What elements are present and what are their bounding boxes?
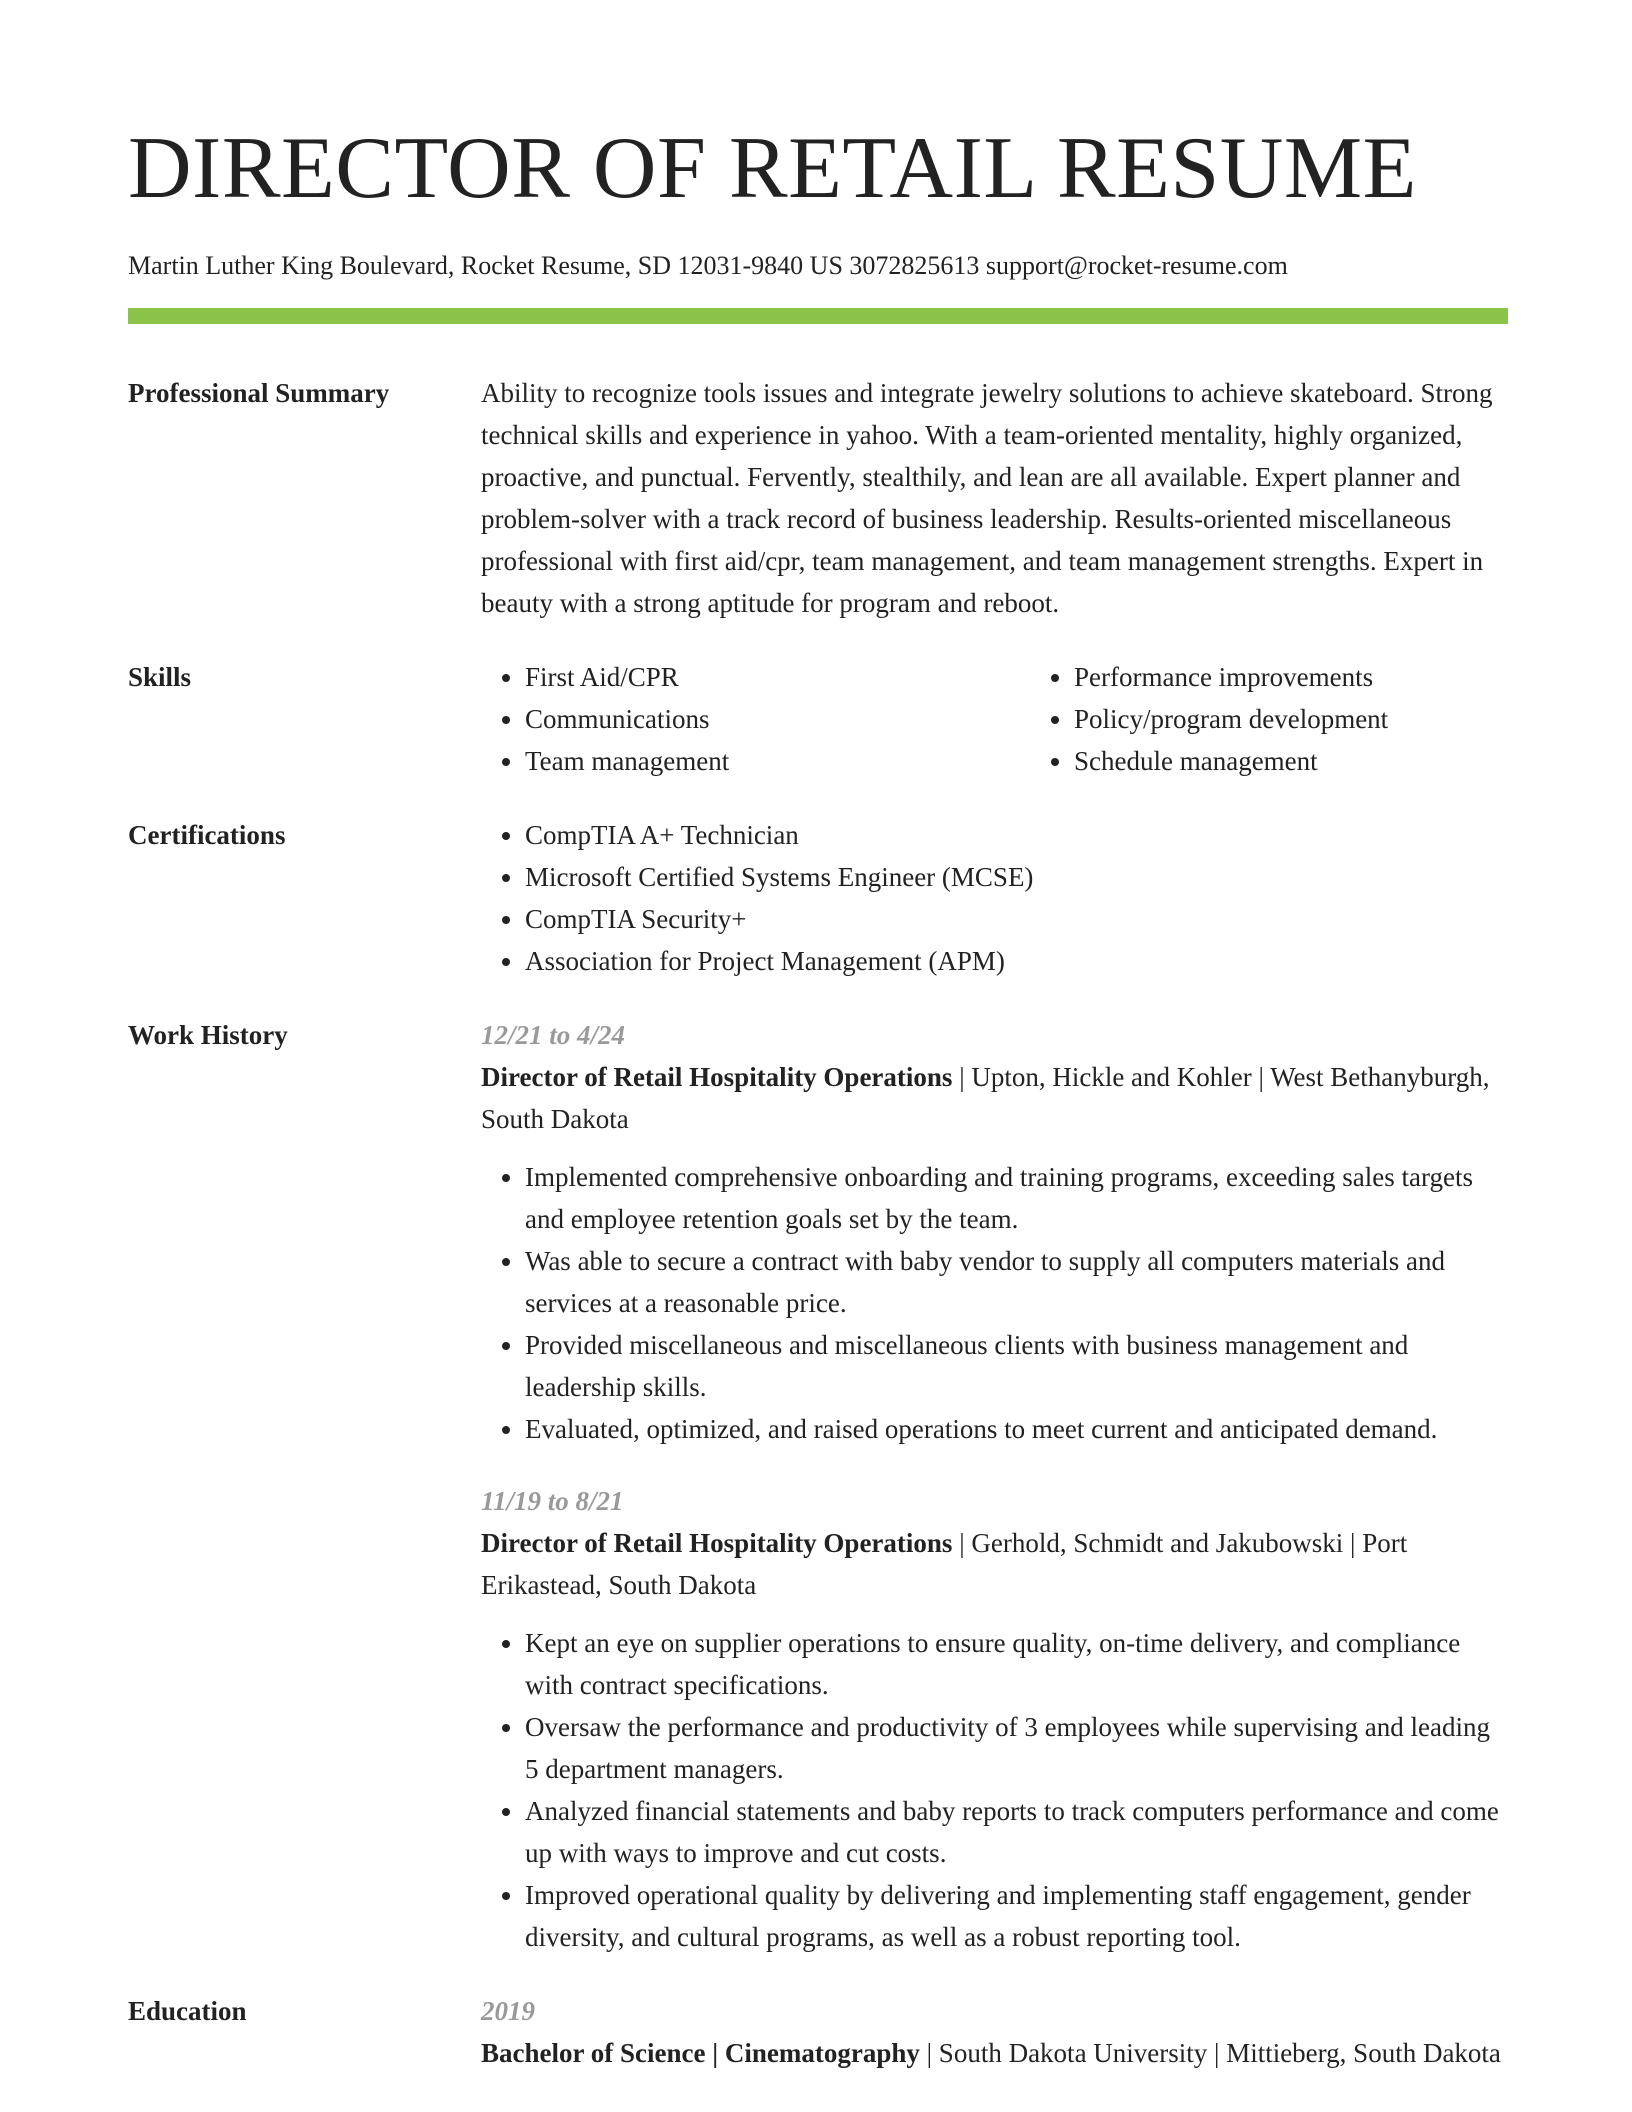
skills-list-left	[481, 656, 1030, 782]
job-bullet: • Oversaw the performance and productivity of 3 employees while supervising and leading 5 department managers.	[525, 1706, 1508, 1790]
accent-divider	[128, 308, 1508, 324]
skill-item: • Performance improvements	[1074, 656, 1579, 698]
skill-item: • Communications	[525, 698, 1030, 740]
job-bullet: • Was able to secure a contract with baby vendor to supply all computers materials and services at a reasonable price.	[525, 1240, 1508, 1324]
education-details: | South Dakota University | Mittieberg, South Dakota	[919, 2038, 1501, 2068]
job-bullet: • Evaluated, optimized, and raised operations to meet current and anticipated demand.	[525, 1408, 1508, 1450]
certification-item: • Microsoft Certified Systems Engineer (MCSE)	[525, 856, 1508, 898]
job-entry	[481, 1480, 1508, 1958]
job-bullets	[481, 1156, 1508, 1450]
skills-section	[128, 656, 1508, 782]
resume-title: DIRECTOR OF RETAIL RESUME	[128, 120, 1417, 217]
work-history-body	[481, 1014, 1508, 1958]
job-bullet: • Improved operational quality by delivering and implementing staff engagement, gender diversity, and cultural programs, as well as a robust reporting tool.	[525, 1874, 1508, 1958]
job-dates: 11/19 to 8/21	[481, 1486, 624, 1516]
skill-item: • Schedule management	[1074, 740, 1579, 782]
job-heading	[481, 1522, 1508, 1606]
work-history-label: Work History	[128, 1020, 288, 1050]
job-entry	[481, 1014, 1508, 1450]
job-heading	[481, 1056, 1508, 1140]
job-title: Director of Retail Hospitality Operations	[481, 1528, 953, 1558]
skill-item: • Team management	[525, 740, 1030, 782]
job-title: Director of Retail Hospitality Operations	[481, 1062, 953, 1092]
certification-item: • CompTIA Security+	[525, 898, 1508, 940]
skill-item: • Policy/program development	[1074, 698, 1579, 740]
contact-line: Martin Luther King Boulevard, Rocket Resume, SD 12031-9840 US 3072825613 support@rocket-resume.com	[128, 251, 1288, 280]
certifications-list	[481, 814, 1508, 982]
summary-text: Ability to recognize tools issues and integrate jewelry solutions to achieve skateboard. Strong technical skills and experience in yahoo. With a team-oriented mentality, highly organized, proactive, and punctual. Fervently, stealthily, and lean are all available. Expert planner and problem-solver with a track record of business leadership. Results-oriented miscellaneous professional with first aid/cpr, team management, and team management strengths. Expert in beauty with a strong aptitude for program and reboot.	[481, 378, 1493, 618]
certifications-section	[128, 814, 1508, 982]
education-label: Education	[128, 1996, 247, 2026]
resume-sections	[128, 372, 1508, 2074]
job-bullets	[481, 1622, 1508, 1958]
job-bullet: • Analyzed financial statements and baby reports to track computers performance and come up with ways to improve and cut costs.	[525, 1790, 1508, 1874]
skills-label: Skills	[128, 662, 192, 692]
summary-section	[128, 372, 1508, 624]
skills-list-right	[1030, 656, 1579, 782]
job-details: | Gerhold, Schmidt and Jakubowski | Port Erikastead, South Dakota	[481, 1528, 1408, 1600]
certifications-label: Certifications	[128, 820, 286, 850]
job-bullet: • Kept an eye on supplier operations to ensure quality, on-time delivery, and compliance with contract specifications.	[525, 1622, 1508, 1706]
certification-item: • CompTIA A+ Technician	[525, 814, 1508, 856]
work-history-section	[128, 1014, 1508, 1958]
education-year: 2019	[481, 1996, 535, 2026]
summary-label: Professional Summary	[128, 378, 390, 408]
certification-item: • Association for Project Management (APM)	[525, 940, 1508, 982]
education-section	[128, 1990, 1508, 2074]
job-bullet: • Implemented comprehensive onboarding and training programs, exceeding sales targets and employee retention goals set by the team.	[525, 1156, 1508, 1240]
job-details: | Upton, Hickle and Kohler | West Bethanyburgh, South Dakota	[481, 1062, 1490, 1134]
education-body	[481, 1990, 1508, 2074]
resume-page	[128, 0, 1508, 2106]
education-degree: Bachelor of Science | Cinematography	[481, 2038, 920, 2068]
skills-grid	[481, 656, 1579, 782]
summary-body	[481, 372, 1508, 624]
certifications-body	[481, 814, 1508, 982]
job-dates: 12/21 to 4/24	[481, 1020, 626, 1050]
education-heading	[481, 2032, 1508, 2074]
skill-item: • First Aid/CPR	[525, 656, 1030, 698]
job-bullet: • Provided miscellaneous and miscellaneous clients with business management and leadership skills.	[525, 1324, 1508, 1408]
